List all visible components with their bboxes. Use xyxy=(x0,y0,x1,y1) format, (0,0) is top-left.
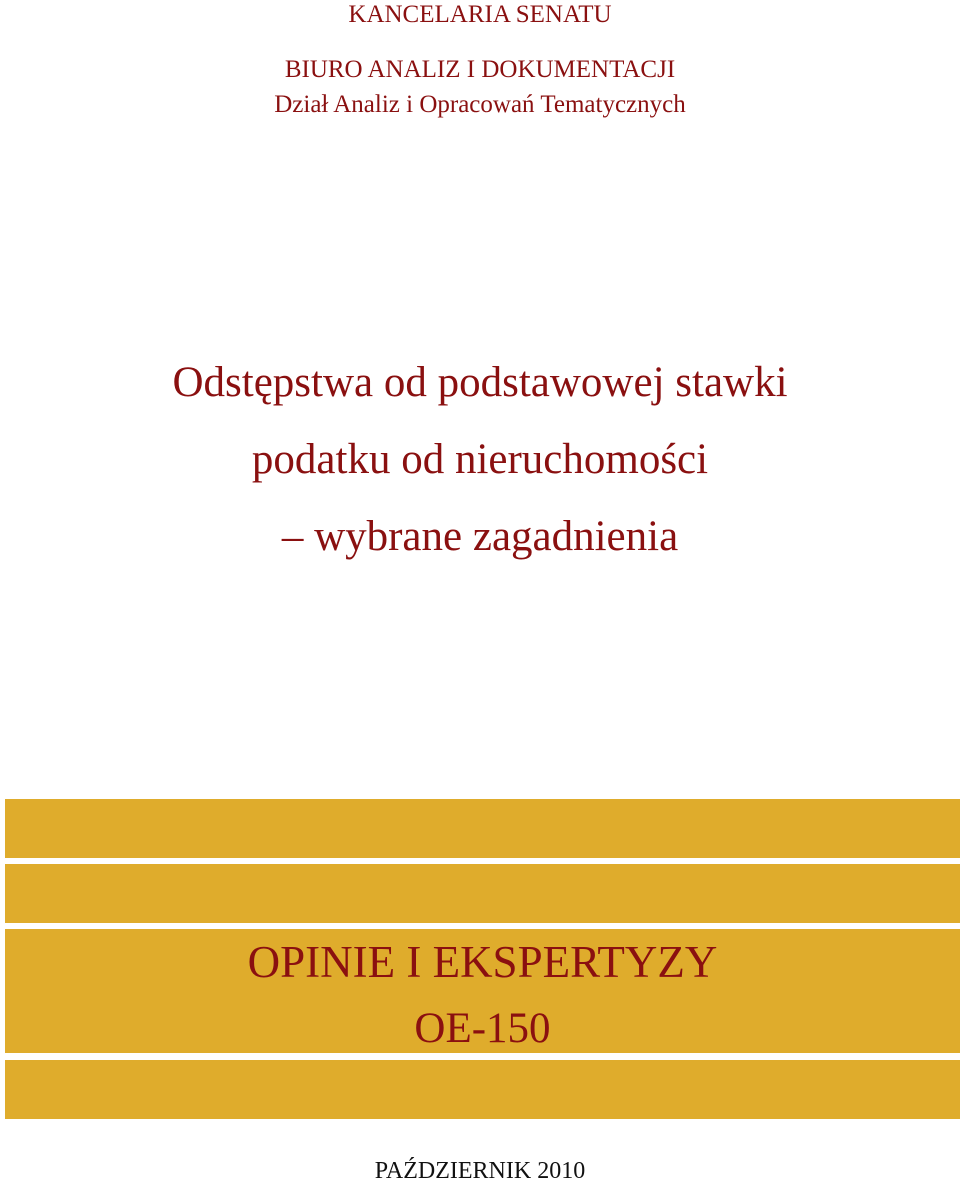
document-title-line-1: Odstępstwa od podstawowej stawki xyxy=(172,359,788,406)
decorative-band xyxy=(5,799,960,858)
document-title-line-2: podatku od nieruchomości xyxy=(251,436,709,483)
publication-date: PAŹDZIERNIK 2010 xyxy=(374,1158,586,1184)
document-title-line-3: – wybrane zagadnienia xyxy=(281,513,679,560)
series-number: OE-150 xyxy=(414,1005,551,1052)
organization-name: KANCELARIA SENATU xyxy=(348,1,612,28)
decorative-band xyxy=(5,1060,960,1119)
division-name: Dział Analiz i Opracowań Tematycznych xyxy=(274,91,686,118)
series-title: OPINIE I EKSPERTYZY xyxy=(247,937,718,987)
bureau-name: BIURO ANALIZ I DOKUMENTACJI xyxy=(284,56,676,83)
decorative-band xyxy=(5,864,960,923)
